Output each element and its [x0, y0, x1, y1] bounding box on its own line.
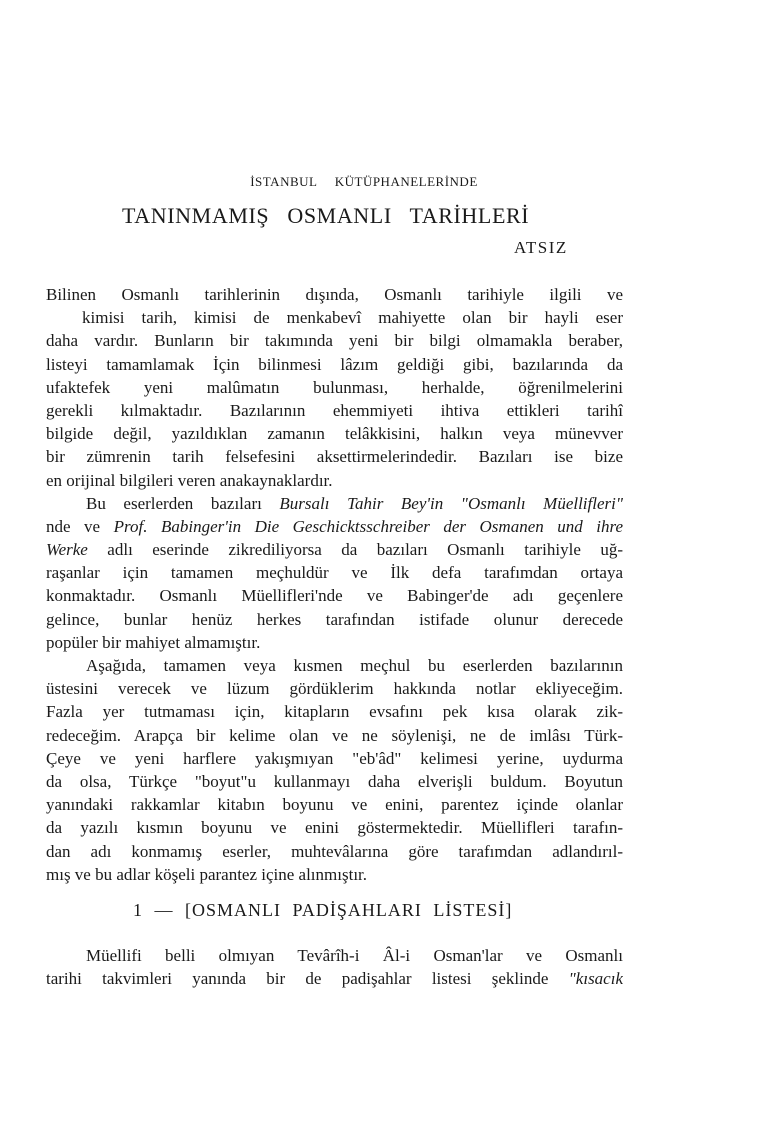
text-line	[46, 967, 623, 990]
text-line: listeyi tamamlamak İçin bilinmesi lâzım geldiği gibi, bazılarında da	[46, 354, 623, 374]
citation-italic: Prof. Babinger'in Die Geschicktsschreiber der Osmanen und ihre	[113, 516, 623, 536]
article-body	[46, 283, 623, 886]
text-line: raşanlar için tamamen meçhuldür ve İlk defa tarafımdan ortaya	[46, 563, 623, 583]
text-line	[46, 538, 623, 561]
text-line: Çeye ve yeni harflere yakışmıyan "eb'âd" kelimesi yerine, uydurma	[46, 748, 623, 768]
text-line: gelince, bunlar henüz herkes tarafından istifade olunur derecede	[46, 609, 623, 629]
text-line	[46, 492, 623, 515]
text-line: bilgide değil, yazıldıklan zamanın telâkkisini, halkın veya münevver	[46, 424, 623, 444]
text-run: adlı eserinde zikrediliyorsa da bazıları Osmanlı tarihiyle uğ-	[87, 540, 623, 560]
quote-italic: "kısacık	[568, 969, 623, 989]
text-line: kimisi tarih, kimisi de menkabevî mahiyette olan bir hayli eser	[82, 308, 623, 328]
article-title: TANINMAMIŞ OSMANLI TARİHLERİ	[122, 203, 530, 228]
text-line	[46, 515, 623, 538]
text-line: da yazılı kısmın boyunu ve enini göstermektedir. Müellifleri tarafın-	[46, 818, 623, 838]
text-line: Bilinen Osmanlı tarihlerinin dışında, Osmanlı tarihiyle ilgili ve	[46, 285, 623, 304]
text-line: bir zümrenin tarih felsefesini aksettirmelerindedir. Bazıları ise bize	[46, 447, 623, 467]
section-body	[46, 944, 623, 990]
text-run: nde ve	[46, 516, 114, 536]
supertitle-text: İSTANBUL KÜTÜPHANELERİNDE	[250, 174, 478, 189]
text-line: dan adı konmamış eserler, muhtevâlarına göre tarafımdan adlandırıl-	[46, 841, 623, 861]
text-line: en orijinal bilgileri veren anakaynaklardır.	[46, 470, 333, 490]
text-line: yanındaki rakkamlar kitabın boyunu ve enini, parentez içinde olanlar	[46, 795, 623, 815]
text-line: da olsa, Türkçe "boyut"u kullanmayı daha elverişli buldum. Boyutun	[46, 771, 623, 791]
text-line: konmaktadır. Osmanlı Müellifleri'nde ve Babinger'de adı geçenlere	[46, 586, 623, 606]
text-line: Aşağıda, tamamen veya kısmen meçhul bu eserlerden bazılarının	[86, 656, 623, 675]
text-line: redeceğim. Arapça bir kelime olan ve ne söylenişi, ne de imlâsı Türk-	[46, 725, 623, 745]
text-line: daha vardır. Bunların bir takımında yeni bir bilgi olmamakla beraber,	[46, 331, 623, 351]
text-line: Fazla yer tutmaması için, kitapların evsafını pek kısa olarak zik-	[46, 702, 623, 722]
text-run: Bu eserlerden bazıları	[86, 493, 280, 513]
text-line: popüler bir mahiyet almamıştır.	[46, 632, 261, 652]
text-line: Müellifi belli olmıyan Tevârîh-i Âl-i Osman'lar ve Osmanlı	[86, 946, 623, 965]
text-run: tarihi takvimleri yanında bir de padişahlar listesi şeklinde	[46, 969, 569, 989]
text-line: mış ve bu adlar köşeli parantez içine alınmıştır.	[46, 864, 368, 884]
supertitle	[0, 174, 768, 190]
text-line: gerekli kılmaktadır. Bazılarının ehemmiyeti ihtiva ettikleri tarihî	[46, 400, 623, 420]
citation-italic: Werke	[46, 540, 88, 560]
citation-italic: Bursalı Tahir Bey'in "Osmanlı Müellifleri"	[279, 493, 623, 513]
text-line: ufaktefek yeni malûmatın bulunması, herhalde, öğrenilmelerini	[46, 377, 623, 397]
section-heading: 1 — [OSMANLI PADİŞAHLARI LİSTESİ]	[133, 900, 513, 920]
author-name: ATSIZ	[514, 238, 568, 257]
text-line: üstesini verecek ve lüzum gördüklerim hakkında notlar ekliyeceğim.	[46, 679, 623, 699]
